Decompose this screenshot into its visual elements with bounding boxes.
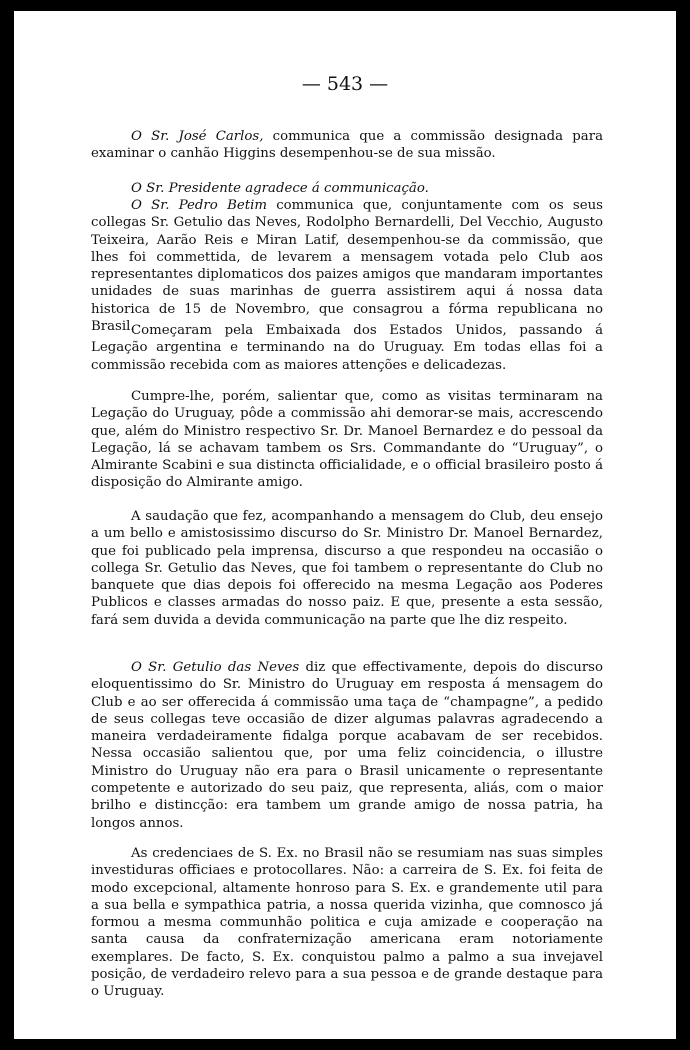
speaker-name: O Sr. Getulio das Neves <box>131 660 300 675</box>
paragraph-text: Começaram pela Embaixada dos Estados Unidos, passando á Legação argentina e terminando na do Uruguay. Em todas ellas foi a commissão recebida com as maiores attenções e delicadezas. <box>91 323 603 373</box>
paragraph-text: diz que effectivamente, depois do discurso eloquentissimo do Sr. Ministro do Uruguay em resposta á mensagem do Club e ao ser offerecida á commissão uma taça de “champagne”, a pedido de seus collegas teve occasião de dizer algumas palavras agradecendo a maneira verdadeiramente fidalga porque acabavam de ser recebidos. Nessa occasião salientou que, por uma feliz coincidencia, o illustre Ministro do Uruguay não era para o Brasil unicamente o representante competente e autorizado do seu paiz, que representa, aliás, com o maior brilho e distincção: era tambem um grande amigo de nossa patria, ha longos annos. <box>91 660 604 831</box>
speaker-name: O Sr. José Carlos, <box>131 129 264 144</box>
paragraph-pedro-betim <box>91 197 603 335</box>
paragraph-getulio-neves <box>91 659 603 832</box>
speaker-name: O Sr. Presidente agradece á communicação. <box>131 181 429 196</box>
paragraph-text: Cumpre-lhe, porém, salientar que, como as visitas terminaram na Legação do Uruguay, pôde a commissão ahi demorar-se mais, accrescendo que, além do Ministro respectivo Sr. Dr. Manoel Bernardez e do pessoal da Legação, lá se achavam tambem os Srs. Commandante do “Uruguay”, o Almirante Scabini e sua distincta officialidade, e o official brasileiro posto á disposição do Almirante amigo. <box>91 389 603 491</box>
paragraph-saudacao <box>91 508 603 629</box>
paragraph-credenciaes <box>91 845 603 1001</box>
paragraph-text: A saudação que fez, acompanhando a mensagem do Club, deu ensejo a um bello e amistosissimo discurso do Sr. Ministro Dr. Manoel Bernardez, que foi publicado pela imprensa, discurso a que respondeu na occasião o collega Sr. Getulio das Neves, que foi tambem o representante do Club no banquete que dias depois foi offerecido na mesma Legação aos Poderes Publicos e classes armadas do nosso paiz. E que, presente a esta sessão, fará sem duvida a devida communicação na parte que lhe diz respeito. <box>91 509 603 628</box>
paragraph-embaixadas <box>91 322 603 374</box>
paragraph-text: communica que, conjuntamente com os seus collegas Sr. Getulio das Neves, Rodolpho Bernardelli, Del Vecchio, Augusto Teixeira, Aarão Reis e Miran Latif, desempenhou-se da commissão, que lhes foi commettida, de levarem a mensagem votada pelo Club aos representantes diplomaticos dos paizes amigos que mandaram importantes unidades de suas marinhas de guerra assistirem aqui á nossa data historica de 15 de Novembro, que consagrou a fórma republicana no Brasil. <box>91 198 604 335</box>
document-page <box>14 11 676 1039</box>
paragraph-jose-carlos <box>91 128 603 163</box>
page-number: — 543 — <box>301 73 389 95</box>
paragraph-presidente <box>91 180 603 197</box>
paragraph-legacao-uruguay <box>91 388 603 492</box>
speaker-name: O Sr. Pedro Betim <box>131 198 267 213</box>
paragraph-text: As credenciaes de S. Ex. no Brasil não se resumiam nas suas simples investiduras officiaes e protocollares. Não: a carreira de S. Ex. foi feita de modo excepcional, altamente honroso para S. Ex. e grandemente util para a sua bella e sympathica patria, a nossa querida vizinha, que comnosco já formou a mesma communhão politica e cuja amizade e cooperação na santa causa da confraternização americana eram notoriamente exemplares. De facto, S. Ex. conquistou palmo a palmo a sua invejavel posição, de verdadeiro relevo para a sua pessoa e de grande destaque para o Uruguay. <box>91 846 603 1000</box>
paragraph-text: communica que a commissão designada para examinar o canhão Higgins desempenhou-se de sua missão. <box>91 129 603 162</box>
